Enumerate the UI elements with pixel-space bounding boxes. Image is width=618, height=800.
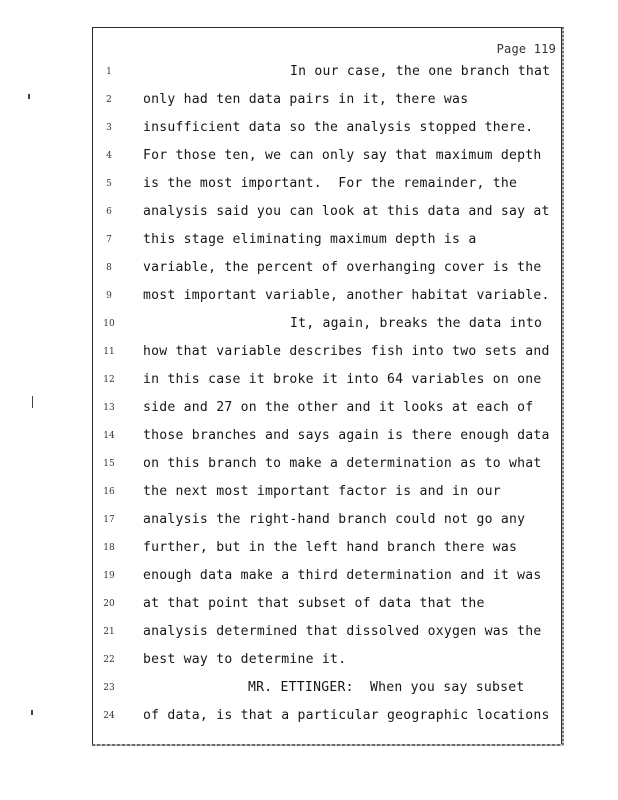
line-number: 17 — [103, 515, 115, 525]
transcript-line — [0, 567, 618, 595]
line-number: 7 — [106, 235, 112, 245]
transcript-line — [0, 147, 618, 175]
line-text: the next most important factor is and in our — [143, 484, 501, 499]
line-text: on this branch to make a determination as to what — [143, 456, 542, 471]
transcript-line — [0, 63, 618, 91]
transcript-line — [0, 455, 618, 483]
transcript-line — [0, 315, 618, 343]
line-text: best way to determine it. — [143, 652, 347, 667]
transcript-line — [0, 427, 618, 455]
line-text: further, but in the left hand branch there was — [143, 540, 518, 555]
line-text: side and 27 on the other and it looks at each of — [143, 400, 534, 415]
line-number: 18 — [103, 543, 115, 553]
transcript-line — [0, 91, 618, 119]
line-number: 20 — [103, 599, 115, 609]
transcript-line — [0, 343, 618, 371]
transcript-line — [0, 119, 618, 147]
line-text: analysis the right-hand branch could not go any — [143, 512, 526, 527]
line-text: insufficient data so the analysis stopped there. — [143, 120, 534, 135]
line-number: 23 — [103, 683, 115, 693]
line-number: 14 — [103, 431, 115, 441]
line-number: 15 — [103, 459, 115, 469]
transcript-line — [0, 679, 618, 707]
line-number: 3 — [106, 123, 112, 133]
transcript-line — [0, 203, 618, 231]
line-number: 4 — [106, 151, 112, 161]
line-number: 16 — [103, 487, 115, 497]
transcript-line — [0, 175, 618, 203]
line-number: 6 — [106, 207, 112, 217]
line-text: of data, is that a particular geographic locations — [143, 708, 550, 723]
transcript-line — [0, 595, 618, 623]
line-number: 9 — [106, 291, 112, 301]
line-text: only had ten data pairs in it, there was — [143, 92, 469, 107]
line-text: For those ten, we can only say that maximum depth — [143, 148, 542, 163]
line-number: 1 — [106, 67, 112, 77]
line-text: enough data make a third determination and it was — [143, 568, 542, 583]
line-number: 8 — [106, 263, 112, 273]
transcript-line — [0, 511, 618, 539]
transcript-line — [0, 623, 618, 651]
line-text: most important variable, another habitat variable. — [143, 288, 550, 303]
line-text: is the most important. For the remainder, the — [143, 176, 518, 191]
transcript-line — [0, 707, 618, 735]
transcript-line — [0, 483, 618, 511]
line-text: at that point that subset of data that the — [143, 596, 485, 611]
line-text: variable, the percent of overhanging cover is the — [143, 260, 542, 275]
line-number: 21 — [103, 627, 115, 637]
line-text: how that variable describes fish into two sets and — [143, 344, 550, 359]
line-text: in this case it broke it into 64 variables on one — [143, 372, 542, 387]
line-number: 2 — [106, 95, 112, 105]
line-text: It, again, breaks the data into — [290, 316, 543, 331]
line-number: 5 — [106, 179, 112, 189]
line-number: 10 — [103, 319, 115, 329]
line-text: those branches and says again is there enough data — [143, 428, 550, 443]
line-number: 19 — [103, 571, 115, 581]
transcript-line — [0, 651, 618, 679]
page-number: Page 119 — [496, 42, 556, 56]
line-number: 24 — [103, 711, 115, 721]
transcript-line — [0, 287, 618, 315]
line-number: 13 — [103, 403, 115, 413]
line-text: analysis determined that dissolved oxygen was the — [143, 624, 542, 639]
line-number: 11 — [103, 347, 115, 357]
line-number: 22 — [103, 655, 115, 665]
transcript-line — [0, 539, 618, 567]
transcript-line — [0, 231, 618, 259]
line-number: 12 — [103, 375, 115, 385]
transcript-line — [0, 259, 618, 287]
line-text: this stage eliminating maximum depth is a — [143, 232, 477, 247]
line-text: In our case, the one branch that — [290, 64, 551, 79]
transcript-line — [0, 399, 618, 427]
line-text: analysis said you can look at this data and say at — [143, 204, 550, 219]
transcript-line — [0, 371, 618, 399]
line-text: MR. ETTINGER: When you say subset — [248, 680, 525, 695]
